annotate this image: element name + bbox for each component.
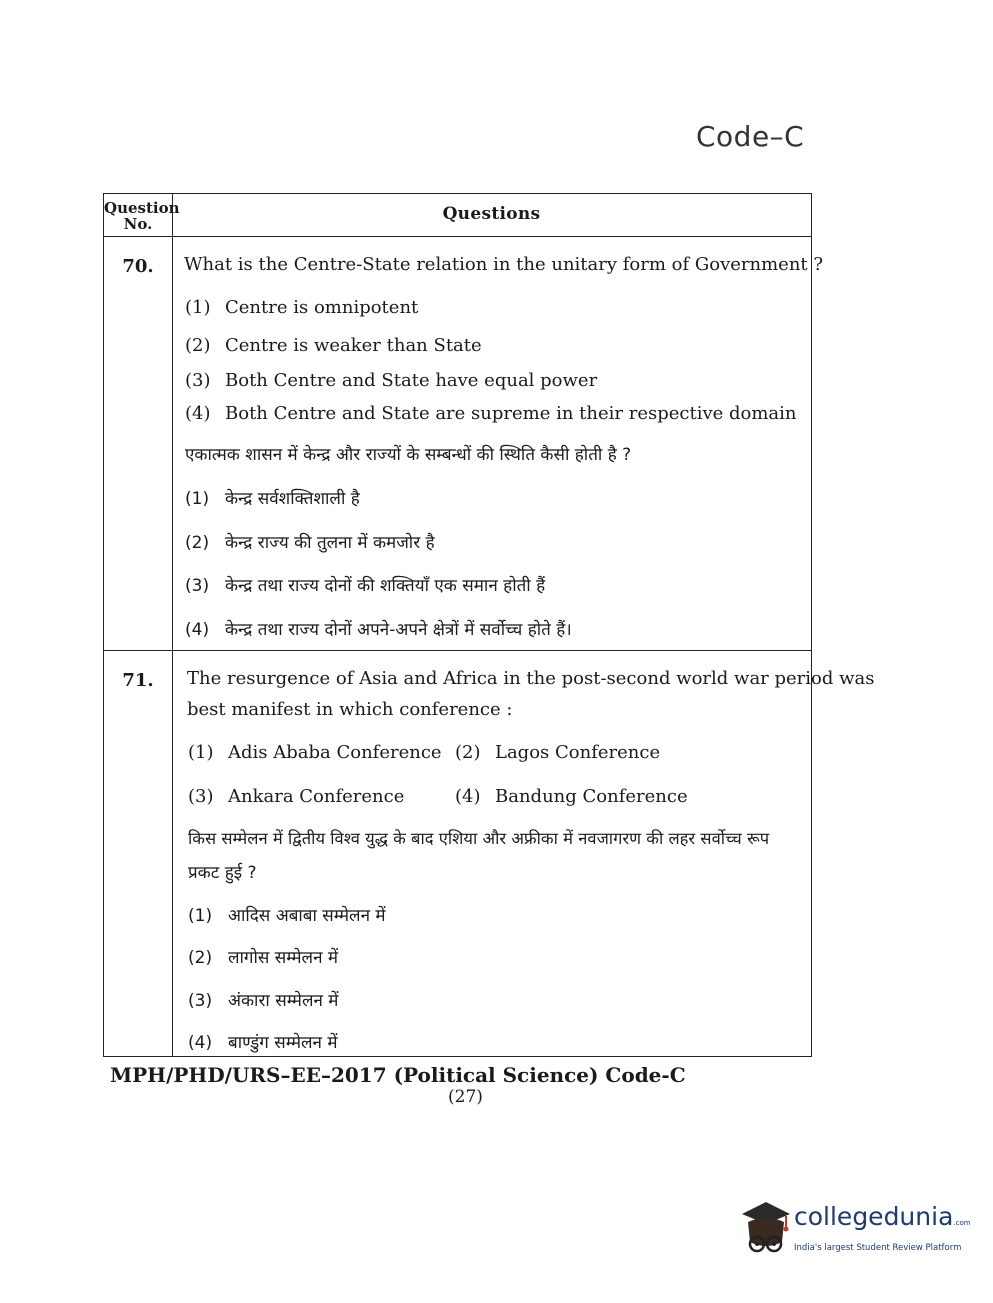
option-en — [188, 742, 442, 763]
question-table — [103, 193, 875, 1057]
question-text-hi: एकात्मक शासन में केन्द्र और राज्यों के सम्बन्धों की स्थिति कैसी होती है ? — [185, 445, 632, 465]
option-text: Centre is weaker than State — [225, 335, 482, 356]
option-number: (4) — [188, 1033, 213, 1053]
option-number: (4) — [185, 403, 211, 424]
question-number: 70. — [122, 256, 154, 277]
logo-tagline: India's largest Student Review Platform — [794, 1243, 962, 1253]
question-text-en: The resurgence of Asia and Africa in the post-second world war period was — [187, 668, 875, 689]
option-number: (3) — [185, 370, 211, 391]
option-hi — [185, 486, 360, 509]
option-en — [185, 370, 597, 391]
option-hi — [185, 617, 572, 640]
option-text: आदिस अबाबा सम्मेलन में — [228, 906, 386, 926]
option-number: (1) — [188, 906, 213, 926]
column-divider — [172, 194, 173, 1056]
option-number: (1) — [185, 489, 210, 509]
option-number: (3) — [185, 576, 210, 596]
option-hi — [188, 945, 338, 968]
option-number: (1) — [188, 742, 214, 763]
option-text: Lagos Conference — [495, 742, 661, 763]
option-text: केन्द्र सर्वशक्तिशाली है — [225, 489, 360, 509]
option-text: अंकारा सम्मेलन में — [228, 991, 339, 1011]
option-en — [185, 297, 418, 318]
option-number: (2) — [188, 948, 213, 968]
option-en — [185, 403, 797, 424]
question-number: 71. — [122, 670, 154, 691]
header-divider — [104, 236, 811, 237]
option-text: बाण्डुंग सम्मेलन में — [228, 1033, 338, 1053]
column-header-question-no: Question No. — [104, 199, 180, 233]
option-text: केन्द्र तथा राज्य दोनों अपने-अपने क्षेत्रों में सर्वोच्च होते हैं। — [225, 620, 572, 640]
page-number: (27) — [448, 1087, 483, 1107]
question-divider — [104, 650, 811, 651]
logo-wordmark: collegedunia.com — [794, 1202, 971, 1231]
exam-footer: MPH/PHD/URS–EE–2017 (Political Science) Code-C — [110, 1063, 686, 1087]
option-text: Adis Ababa Conference — [228, 742, 442, 763]
option-number: (3) — [188, 786, 214, 807]
option-text: Ankara Conference — [228, 786, 405, 807]
option-hi — [185, 573, 545, 596]
collegedunia-logo — [736, 1196, 971, 1262]
option-text: Both Centre and State have equal power — [225, 370, 598, 391]
question-text-hi-cont: प्रकट हुई ? — [188, 863, 257, 883]
option-text: केन्द्र राज्य की तुलना में कमजोर है — [225, 533, 435, 553]
question-text-hi: किस सम्मेलन में द्वितीय विश्व युद्ध के बाद एशिया और अफ्रीका में नवजागरण की लहर सर्वोच्च रूप — [188, 829, 770, 848]
graduate-mascot-icon — [736, 1196, 792, 1262]
option-number: (4) — [455, 786, 481, 807]
option-number: (4) — [185, 620, 210, 640]
option-en — [455, 742, 660, 763]
paper-code: Code–C — [696, 120, 805, 153]
option-hi — [188, 1030, 338, 1053]
option-text: Bandung Conference — [495, 786, 688, 807]
question-text-en: What is the Centre-State relation in the unitary form of Government ? — [184, 254, 824, 275]
option-en — [455, 786, 688, 807]
option-text: Both Centre and State are supreme in their respective domain — [225, 403, 797, 424]
option-hi — [188, 988, 338, 1011]
option-text: लागोस सम्मेलन में — [228, 948, 339, 968]
option-number: (2) — [185, 335, 211, 356]
option-hi — [185, 530, 435, 553]
option-text: केन्द्र तथा राज्य दोनों की शक्तियाँ एक समान होती हैं — [225, 576, 546, 596]
question-text-en-cont: best manifest in which conference : — [187, 699, 513, 720]
option-hi — [188, 903, 386, 926]
option-number: (1) — [185, 297, 211, 318]
option-en — [188, 786, 404, 807]
option-number: (2) — [455, 742, 481, 763]
option-text: Centre is omnipotent — [225, 297, 419, 318]
column-header-questions: Questions — [442, 204, 541, 224]
option-number: (2) — [185, 533, 210, 553]
option-en — [185, 335, 482, 356]
option-number: (3) — [188, 991, 213, 1011]
